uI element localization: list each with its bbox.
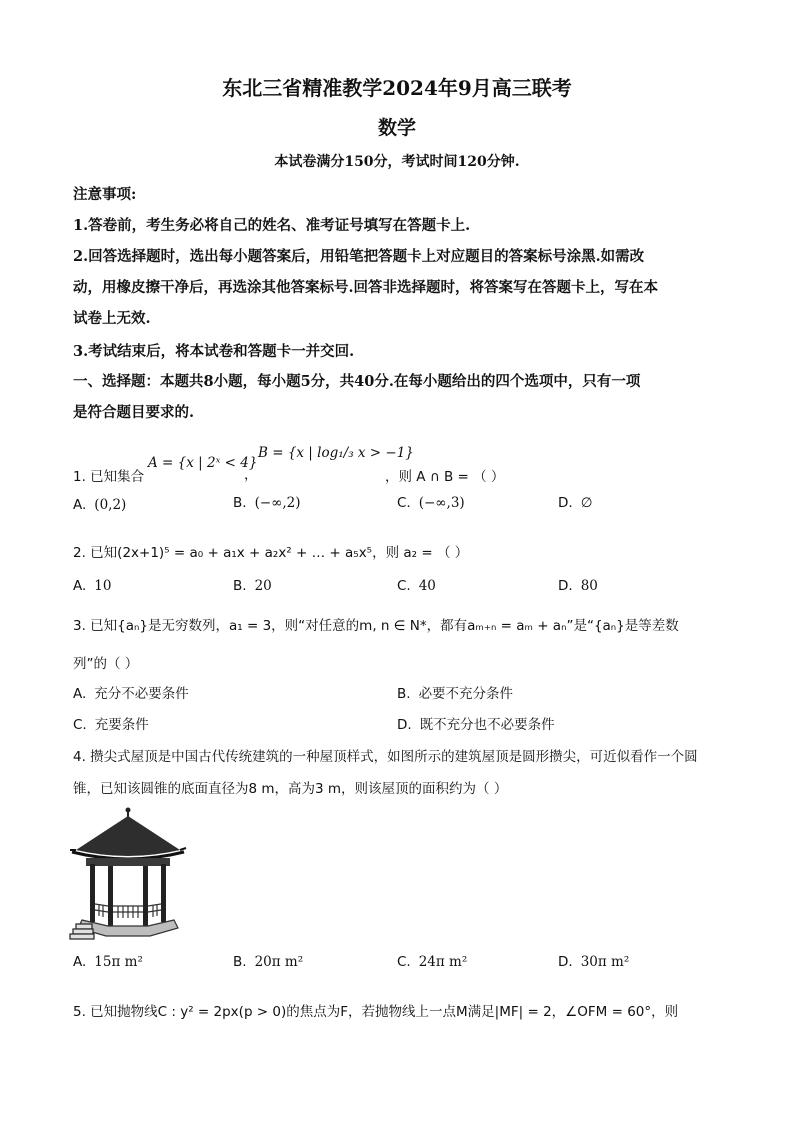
option-value: 40 — [418, 578, 436, 594]
q1-set-b: B = {x | log₁/₃ x > −1} — [258, 445, 414, 461]
option-value: 充分不必要条件 — [94, 686, 189, 702]
option-label: A. — [73, 497, 87, 513]
q2-option-b — [233, 578, 272, 594]
section1-line-2: 是符合题目要求的. — [73, 404, 195, 421]
q2-stem: 2. 已知(2x+1)⁵ = a₀ + a₁x + a₂x² + … + a₅x⁵，则 a₂ = （ ） — [73, 545, 469, 561]
q1-set-a: A = {x | 2ˣ < 4} — [148, 455, 258, 471]
q4-option-b — [233, 954, 303, 970]
q4-option-a — [73, 954, 143, 970]
exam-title: 东北三省精准教学2024年9月高三联考 — [222, 76, 572, 100]
column-3 — [143, 866, 148, 926]
section1-line-1: 一、选择题：本题共8小题，每小题5分，共40分.在每小题给出的四个选项中，只有一项 — [73, 373, 641, 390]
option-value: (0,2) — [94, 497, 127, 513]
option-label: C. — [397, 954, 411, 970]
option-value: (−∞,2) — [254, 495, 301, 511]
column-4 — [161, 864, 166, 922]
column-2 — [108, 866, 113, 926]
option-value: 充要条件 — [94, 717, 149, 733]
option-label: D. — [558, 954, 573, 970]
exam-info: 本试卷满分150分，考试时间120分钟. — [274, 154, 520, 170]
q2-option-d — [558, 578, 598, 594]
notes-heading: 注意事项: — [73, 186, 137, 203]
option-label: D. — [397, 717, 412, 733]
q4-option-d — [558, 954, 629, 970]
option-label: D. — [558, 495, 573, 511]
option-label: D. — [558, 578, 573, 594]
q3-option-c — [73, 713, 149, 733]
option-label: C. — [73, 717, 87, 733]
option-label: A. — [73, 954, 87, 970]
q3-option-a — [73, 682, 189, 702]
option-label: A. — [73, 578, 87, 594]
option-value: 24π m² — [418, 954, 468, 970]
option-value: 80 — [580, 578, 598, 594]
roof-tip-right — [180, 848, 186, 850]
q1-option-d — [558, 495, 592, 511]
column-1 — [90, 864, 95, 922]
option-value: 20 — [254, 578, 272, 594]
option-value: 15π m² — [94, 954, 143, 970]
q3-stem-line-1: 3. 已知{aₙ}是无穷数列，a₁ = 3，则“对任意的m, n ∈ N*，都有aₘ₊ₙ = aₘ + aₙ”是“{aₙ}是等差数 — [73, 618, 679, 634]
roof-cone — [76, 816, 180, 856]
option-value: 10 — [94, 578, 112, 594]
steps — [70, 924, 94, 939]
pavilion-image — [68, 806, 188, 942]
note-line-4: 试卷上无效. — [73, 310, 151, 327]
note-line-5: 3.考试结束后，将本试卷和答题卡一并交回. — [73, 343, 355, 360]
option-label: B. — [233, 954, 247, 970]
q4-stem-line-2: 锥，已知该圆锥的底面直径为8 m，高为3 m，则该屋顶的面积约为（ ） — [73, 781, 508, 797]
q3-option-d — [397, 713, 555, 733]
option-value: 既不充分也不必要条件 — [419, 717, 555, 733]
option-label: B. — [233, 578, 247, 594]
option-label: C. — [397, 578, 411, 594]
note-line-2: 2.回答选择题时，选出每小题答案后，用铅笔把答题卡上对应题目的答案标号涂黑.如需改 — [73, 248, 645, 265]
option-value: (−∞,3) — [418, 495, 465, 511]
q4-stem-line-1: 4. 攒尖式屋顶是中国古代传统建筑的一种屋顶样式，如图所示的建筑屋顶是圆形攒尖，可近似看作一个圆 — [73, 749, 698, 765]
railing — [95, 904, 161, 918]
option-value: 20π m² — [254, 954, 304, 970]
option-value: 必要不充分条件 — [418, 686, 514, 702]
option-label: B. — [397, 686, 411, 702]
q1-stem-end: ，则 A ∩ B = （ ） — [385, 469, 505, 485]
q5-stem-line-1: 5. 已知抛物线C : y² = 2px(p > 0)的焦点为F，若抛物线上一点M满足|MF| = 2，∠OFM = 60°，则 — [73, 1004, 679, 1020]
note-line-1: 1.答卷前，考生务必将自己的姓名、准考证号填写在答题卡上. — [73, 217, 471, 234]
q1-option-b — [233, 495, 301, 511]
q2-option-a — [73, 578, 111, 594]
q1-stem-start: 1. 已知集合 — [73, 469, 145, 485]
q1-separator: ， — [244, 467, 258, 483]
option-label: A. — [73, 686, 87, 702]
option-label: B. — [233, 495, 247, 511]
note-line-3: 动，用橡皮擦干净后，再选涂其他答案标号.回答非选择题时，将答案写在答题卡上，写在本 — [73, 279, 659, 296]
q2-option-c — [397, 578, 436, 594]
option-label: C. — [397, 495, 411, 511]
q3-stem-line-2: 列”的（ ） — [73, 656, 139, 672]
option-value: 30π m² — [580, 954, 630, 970]
eave-beam — [86, 858, 170, 866]
q1-option-c — [397, 495, 465, 511]
q3-option-b — [397, 682, 513, 702]
q4-option-c — [397, 954, 467, 970]
option-value: ∅ — [580, 495, 593, 511]
roof-finial-ball — [126, 808, 131, 813]
q1-option-a — [73, 497, 126, 513]
subject-title: 数学 — [377, 117, 416, 139]
